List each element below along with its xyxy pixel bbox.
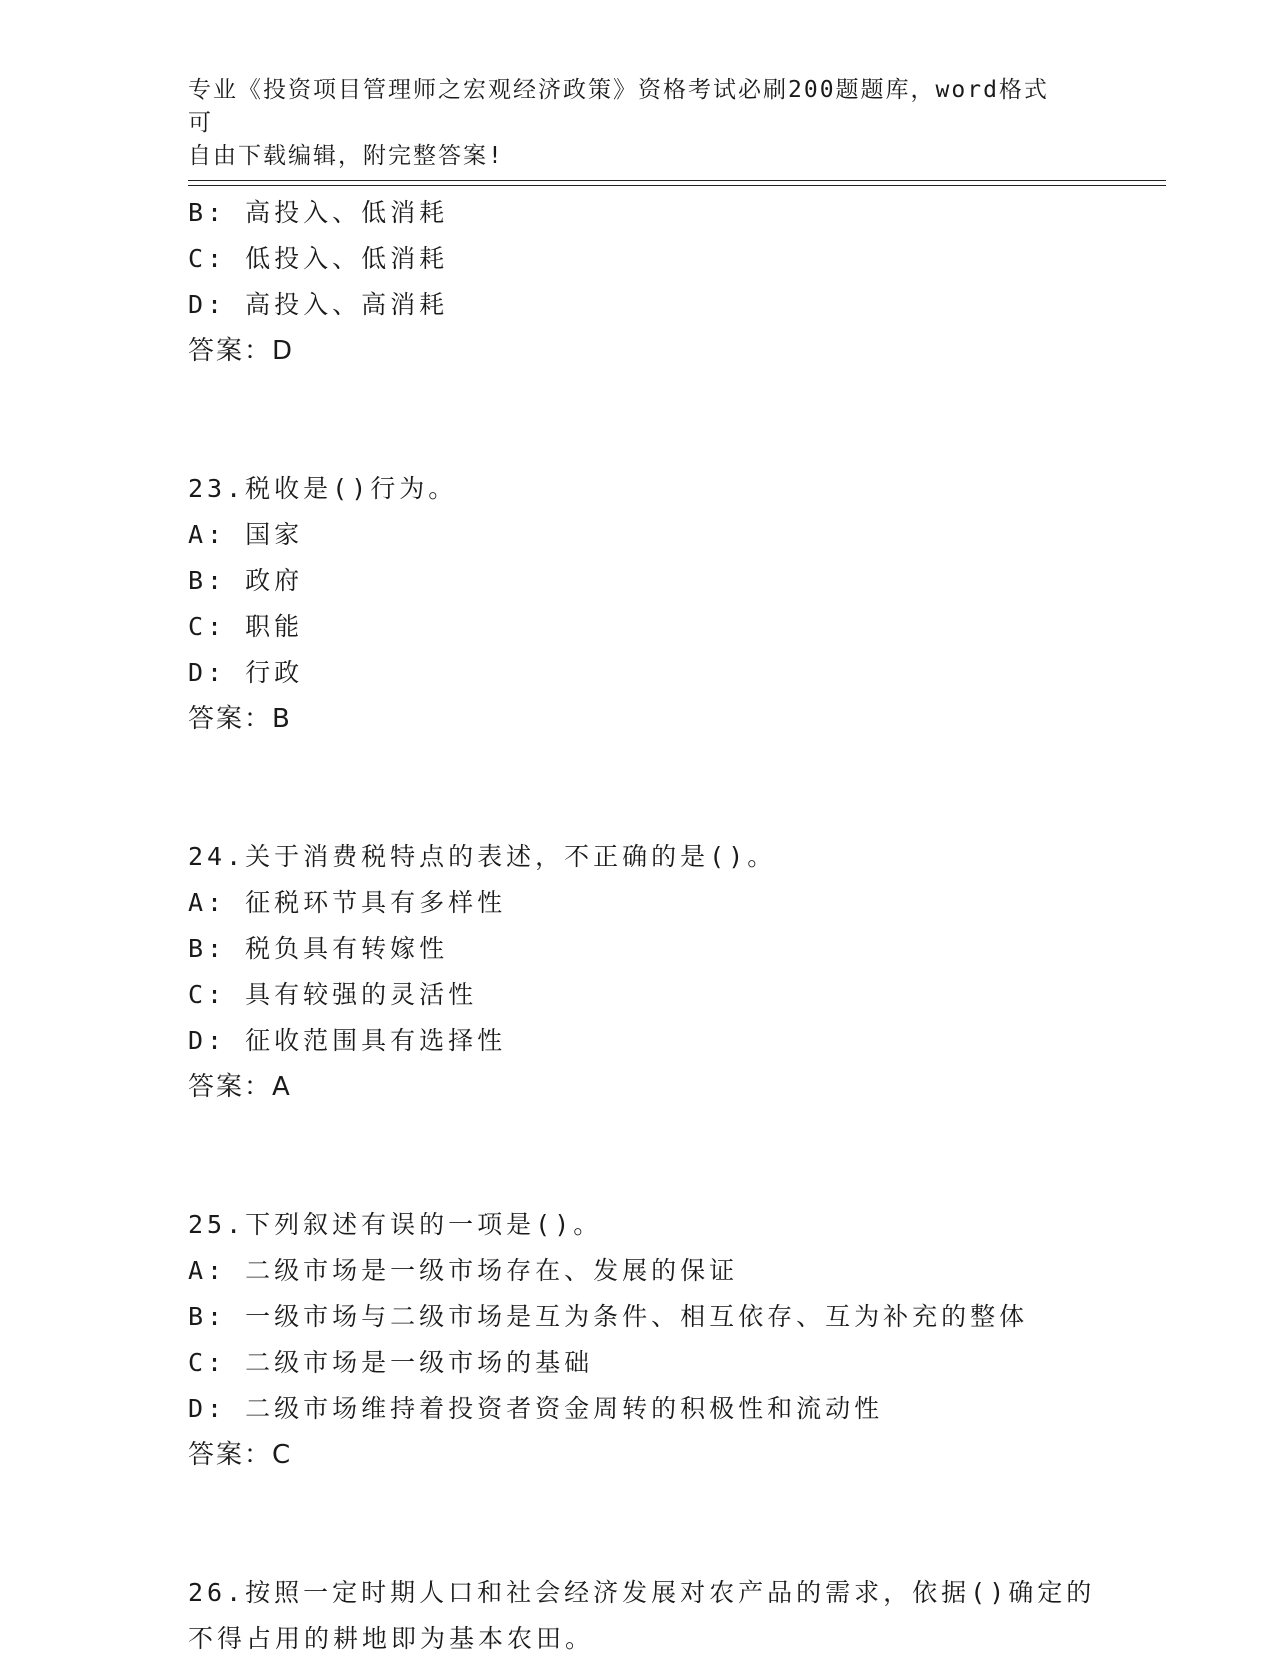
question-text: 23.税收是()行为。 bbox=[188, 474, 458, 503]
header-divider bbox=[188, 180, 1166, 186]
question-text: 24.关于消费税特点的表述，不正确的是()。 bbox=[188, 842, 777, 871]
question-text-line-2: 不得占用的耕地即为基本农田。 bbox=[188, 1624, 595, 1653]
question-24 bbox=[188, 834, 1168, 1110]
option-d: D: 二级市场维持着投资者资金周转的积极性和流动性 bbox=[188, 1394, 884, 1423]
option-a: A: 征税环节具有多样性 bbox=[188, 888, 507, 917]
option-a: A: 国家 bbox=[188, 520, 304, 549]
header-line-2: 自由下载编辑，附完整答案! bbox=[188, 143, 504, 169]
option-c: C: 低投入、低消耗 bbox=[188, 244, 449, 273]
header-line-1: 专业《投资项目管理师之宏观经济政策》资格考试必刷200题题库，word格式可 bbox=[188, 77, 1049, 136]
question-22 bbox=[188, 190, 1168, 374]
question-text-line-1: 26.按照一定时期人口和社会经济发展对农产品的需求，依据()确定的 bbox=[188, 1578, 1096, 1607]
option-c: C: 职能 bbox=[188, 612, 304, 641]
spacer bbox=[188, 1478, 1168, 1570]
option-b: B: 政府 bbox=[188, 566, 304, 595]
question-text: 25.下列叙述有误的一项是()。 bbox=[188, 1210, 603, 1239]
answer: 答案：A bbox=[188, 1072, 292, 1102]
option-b: B: 高投入、低消耗 bbox=[188, 198, 449, 227]
question-25 bbox=[188, 1202, 1168, 1478]
option-c: C: 二级市场是一级市场的基础 bbox=[188, 1348, 594, 1377]
option-b: B: 一级市场与二级市场是互为条件、相互依存、互为补充的整体 bbox=[188, 1302, 1029, 1331]
answer: 答案：D bbox=[188, 336, 295, 366]
spacer bbox=[188, 742, 1168, 834]
option-a: A: 二级市场是一级市场存在、发展的保证 bbox=[188, 1256, 739, 1285]
option-d: D: 高投入、高消耗 bbox=[188, 290, 449, 319]
option-d: D: 行政 bbox=[188, 658, 304, 687]
spacer bbox=[188, 1110, 1168, 1202]
question-list bbox=[188, 190, 1168, 1662]
question-23 bbox=[188, 466, 1168, 742]
option-c: C: 具有较强的灵活性 bbox=[188, 980, 478, 1009]
document-header bbox=[188, 74, 1068, 173]
question-26 bbox=[188, 1570, 1168, 1662]
option-b: B: 税负具有转嫁性 bbox=[188, 934, 449, 963]
spacer bbox=[188, 374, 1168, 466]
option-d: D: 征收范围具有选择性 bbox=[188, 1026, 507, 1055]
answer: 答案：B bbox=[188, 704, 292, 734]
answer: 答案：C bbox=[188, 1440, 293, 1470]
